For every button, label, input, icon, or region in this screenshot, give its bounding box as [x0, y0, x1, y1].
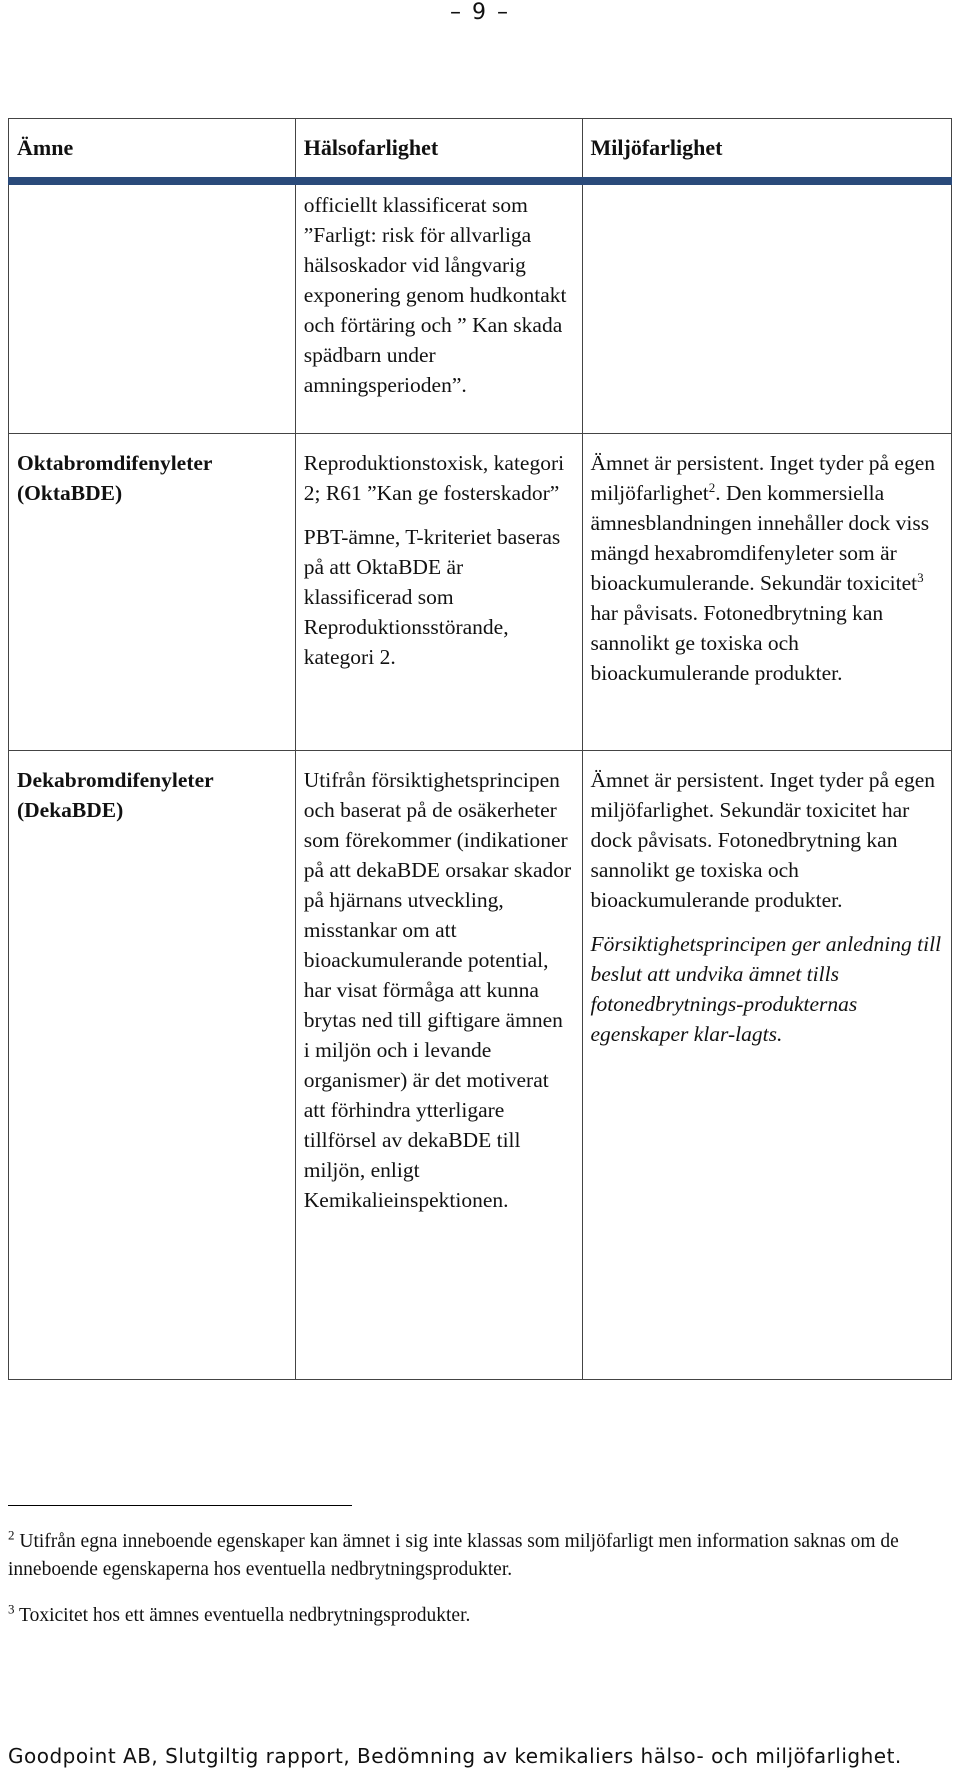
footnote-mark: 3: [8, 1601, 15, 1617]
environmental-hazard-cell: [582, 751, 951, 1380]
header-substance: Ämne: [9, 119, 296, 182]
health-hazard-cell: [295, 181, 582, 434]
health-hazard-cell: [295, 434, 582, 751]
health-hazard-text: PBT-ämne, T-kriteriet baseras på att OktaBDE är klassificerad som Reproduktionsstörande, kategori 2.: [303, 525, 561, 669]
health-hazard-text: Reproduktionstoxisk, kategori 2; R61 ”Kan ge fosterskador”: [303, 451, 565, 505]
header-environmental-hazard: Miljöfarlighet: [582, 119, 951, 182]
substance-table: [8, 118, 952, 1380]
table-row: [9, 751, 952, 1380]
health-hazard-text: Utifrån försiktighetsprincipen och baserat på de osäkerheter som förekommer (indikationer på att dekaBDE orsakar skador på hjärnans utveckling, misstankar om att bioackumulerande potential, har visat förmåga att kunna brytas ned till giftigare ämnen i miljön och i levande organismer) är det motiverat att förhindra ytterligare tillförsel av dekaBDE till miljön, enligt Kemikalieinspektionen.: [303, 768, 572, 1212]
page-footer: Goodpoint AB, Slutgiltig rapport, Bedömning av kemikaliers hälso- och miljöfarlighet.: [8, 1744, 902, 1768]
substance-cell: [9, 434, 296, 751]
environmental-hazard-text: Ämnet är persistent. Inget tyder på egen miljöfarlighet. Sekundär toxicitet har dock påvisats. Fotonedbrytning kan sannolikt ge toxiska och bioackumulerande produkter.: [590, 768, 935, 912]
substance-cell: [9, 181, 296, 434]
footnote-ref: 2: [708, 479, 716, 495]
footnote-text: Toxicitet hos ett ämnes eventuella nedbrytningsprodukter.: [14, 1605, 471, 1626]
environmental-hazard-text: [591, 434, 943, 688]
footnotes: [8, 1528, 948, 1648]
substance-name: Dekabromdifenyleter (DekaBDE): [17, 768, 214, 822]
env-text-part: . Den kommersiella ämnesblandningen innehåller dock viss mängd hexabromdifenyleter som är bioackumulerande. Sekundär toxicitet: [590, 481, 930, 595]
environmental-hazard-cell: [582, 181, 951, 434]
table-row: [9, 434, 952, 751]
env-text-part: har påvisats. Fotonedbrytning kan sannolikt ge toxiska och bioackumulerande produkter.: [590, 601, 884, 685]
precautionary-principle-note: Försiktighetsprincipen ger anledning till beslut att undvika ämnet tills fotonedbrytnings-produkternas egenskaper klar-lagts.: [590, 932, 942, 1046]
health-hazard-cell: [295, 751, 582, 1380]
table-header-row: [9, 119, 952, 182]
footnote-ref: 3: [917, 569, 924, 585]
substance-name: Oktabromdifenyleter (OktaBDE): [17, 451, 213, 505]
footnote: [8, 1602, 948, 1630]
env-text-part: Ämnet är persistent. Inget tyder på egen miljöfarlighet: [590, 451, 935, 505]
page-number: – 9 –: [450, 0, 510, 25]
table-row: [9, 181, 952, 434]
header-health-hazard: Hälsofarlighet: [295, 119, 582, 182]
footnote-text: Utifrån egna inneboende egenskaper kan ämnet i sig inte klassas som miljöfarligt men information saknas om de inneboende egenskaperna hos eventuella nedbrytningsprodukter.: [8, 1531, 899, 1580]
footnote-divider: [8, 1505, 352, 1506]
health-hazard-text: officiellt klassificerat som ”Farligt: risk för allvarliga hälsoskador vid långvarig exponering genom hudkontakt och förtäring och ” Kan skada spädbarn under amningsperioden”.: [303, 193, 567, 397]
substance-cell: [9, 751, 296, 1380]
footnote: [8, 1528, 948, 1584]
environmental-hazard-cell: [582, 434, 951, 751]
footnote-mark: 2: [8, 1527, 15, 1543]
